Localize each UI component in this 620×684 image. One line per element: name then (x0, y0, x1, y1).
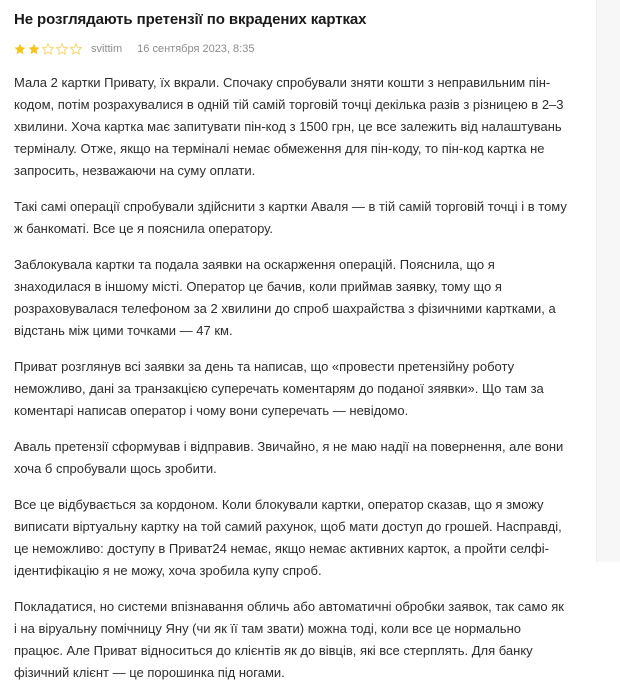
review-paragraph: Покладатися, но системи впізнавання обличь або автоматичні обробки заявок, так само як і на віруальну помічницу Яну (чи як її там звати) можна тоді, коли все це нормально працює. Але Приват відноситься до клієнтів як до вівців, які все стерплять. Для банку фізичний клієнт — це порошинка під ногами. (14, 599, 564, 680)
star-empty-icon[interactable] (42, 43, 54, 55)
review-author[interactable]: svittim (91, 42, 123, 55)
star-empty-icon[interactable] (70, 43, 82, 55)
review-title: Не розглядають претензії по вкрадених картках (14, 11, 367, 28)
review-body (14, 72, 569, 684)
review-paragraph: Заблокувала картки та подала заявки на оскарження операцій. Пояснила, що я знаходилася в іншому місті. Оператор це бачив, коли приймав заявку, тому що я розраховувалася телефоном за 2 хвилини до спроб шахрайства з фізичними картками, а відстань між цими точками — 47 км. (14, 257, 556, 338)
page-right-gutter (596, 0, 620, 562)
review-paragraph: Мала 2 картки Привату, їх вкрали. Спочаку спробували зняти кошти з неправильним пін-кодом, потім розрахувалися в одній тій самій торговій точці декілька разів з різницею в 2–3 хвилини. Хоча картка має запитувати пін-код з 1500 грн, це все залежить від налаштувань терміналу. Отже, якщо на терміналі немає обмеження для пін-коду, то пін-код картка не запросить, незважаючи на суму оплати. (14, 75, 564, 178)
star-filled-icon[interactable] (28, 43, 40, 55)
star-filled-icon[interactable] (14, 43, 26, 55)
review-paragraph: Все це відбувається за кордоном. Коли блокували картки, оператор сказав, що я зможу виписати віртуальну картку на той самий рахунок, щоб мати доступ до грошей. Насправді, це неможливо: доступу в Приват24 немає, якщо немає активних карток, а пройти селфі-ідентифікацію я не можу, хоча зробила купу спроб. (14, 497, 562, 578)
review-paragraph: Приват розглянув всі заявки за день та написав, що «провести претензійну роботу неможливо, дані за транзакцією суперечать коментарям до поданої зяявки». Що там за коментарі написав оператор і чому вони суперечать — невідомо. (14, 359, 544, 418)
rating-stars[interactable] (14, 43, 82, 55)
review-meta (14, 41, 569, 56)
review-paragraph: Аваль претензії сформував і відправив. Звичайно, я не маю надії на повернення, але вони хоча б спробували щось зробити. (14, 439, 564, 476)
review-date: 16 сентября 2023, 8:35 (137, 42, 255, 55)
review-paragraph: Такі самі операції спробували здійснити з картки Аваля — в тій самій торговій точці і в тому ж банкоматі. Все це я пояснила оператору. (14, 199, 567, 236)
star-empty-icon[interactable] (56, 43, 68, 55)
